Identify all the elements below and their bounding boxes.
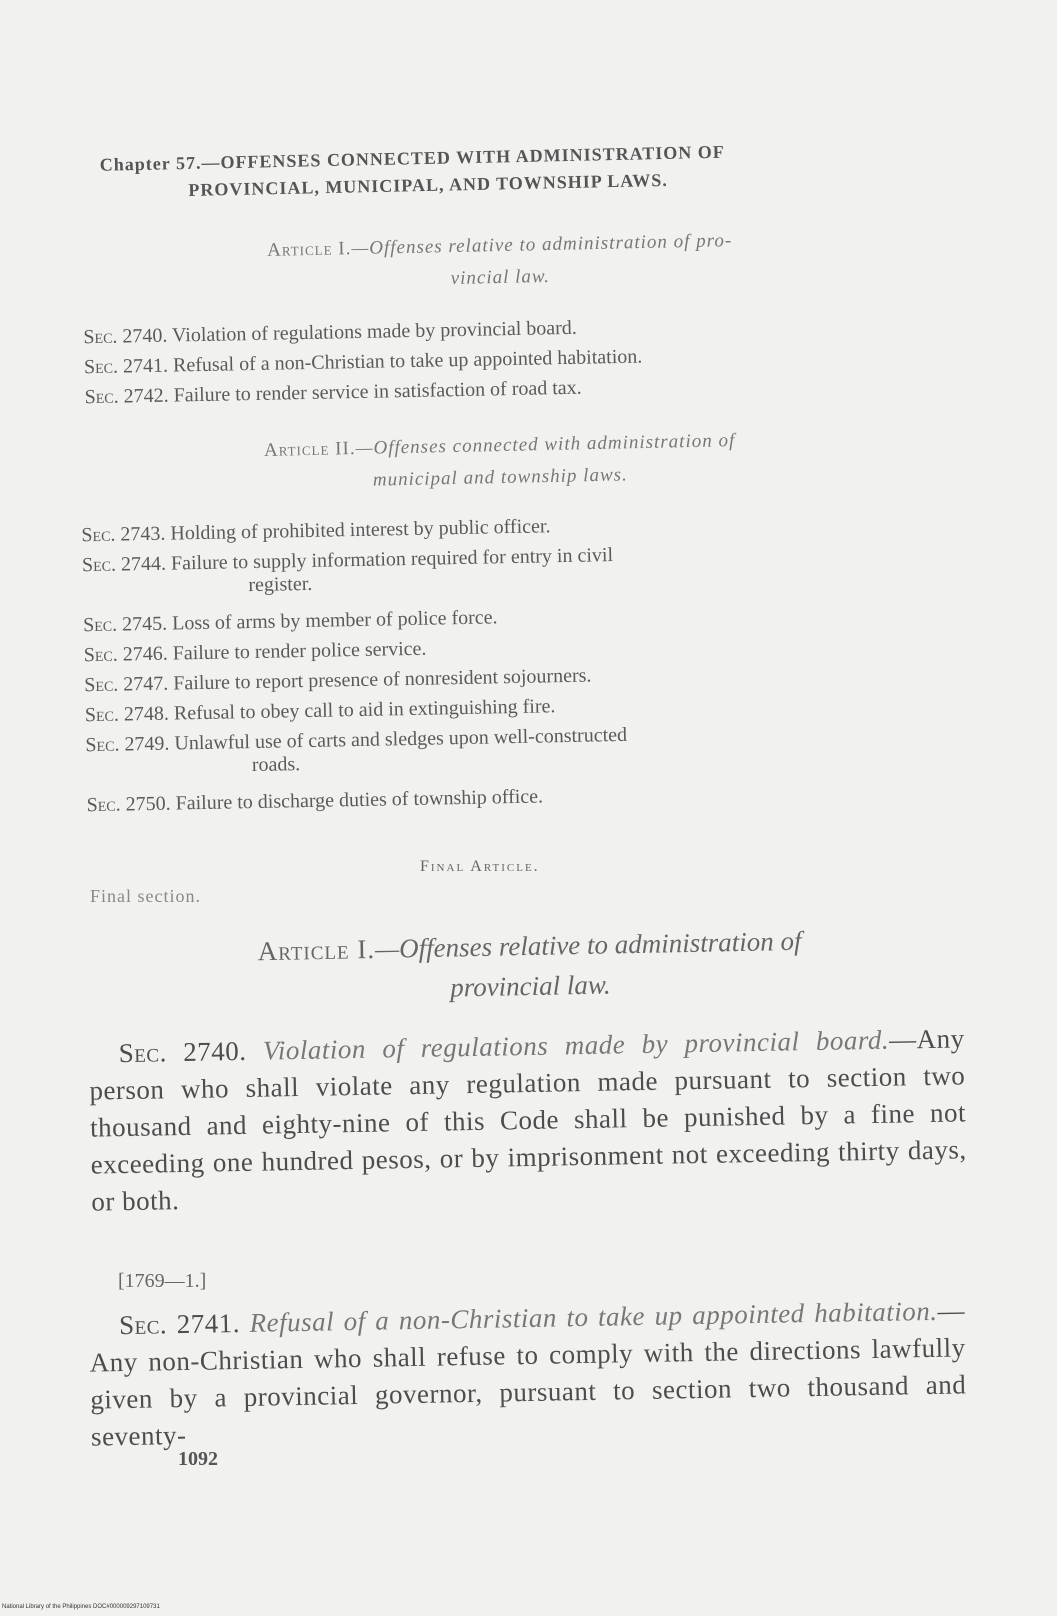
section-number: Sec. 2740. [118,1035,247,1069]
section-2740 [88,1020,967,1220]
toc-sec-number: Sec. 2744. [81,552,167,577]
article1-body-title-l1: —Offenses relative to administration of [374,925,802,964]
section-2741 [89,1292,967,1455]
toc-sec-title: Failure to discharge duties of township office. [175,785,544,815]
article1-toc-label: Article I. [266,238,352,261]
article2-toc-title-l2: municipal and township laws. [372,464,629,491]
page-number: 1092 [178,1448,218,1470]
toc-sec-title-cont: roads. [251,753,301,777]
toc-sec-number: Sec. 2748. [84,702,170,727]
toc-sec-number: Sec. 2750. [86,792,171,817]
toc-sec-title: Failure to supply information required for entry in civil [170,544,614,575]
section-body: —Any person who shall violate any regulation made pursuant to section two thousand and eighty-nine of this Code shall be punished by a fine not exceeding one hundred pesos, or by imprisonment not exceeding thirty days, or both. [89,1023,967,1217]
toc-sec-number: Sec. 2745. [82,612,168,637]
toc-article1 [83,310,945,416]
section-number: Sec. 2741. [118,1308,241,1341]
section-body: —Any non-Christian who shall refuse to comply with the directions lawfully given by a provincial governor, pursuant to section two thousand and seventy- [89,1295,967,1452]
toc-sec-number: Sec. 2740. [83,324,168,349]
toc-sec-title-cont: register. [248,572,313,597]
toc-sec-title: Failure to report presence of nonresident sojourners. [173,664,592,695]
toc-sec-number: Sec. 2749. [85,732,170,757]
citation: [1769—1.] [118,1270,207,1292]
article1-body-label: Article I. [257,933,376,967]
chapter-heading-line2: PROVINCIAL, MUNICIPAL, AND TOWNSHIP LAWS. [188,169,669,200]
toc-sec-number: Sec. 2741. [83,354,169,379]
article1-body-title-l2: provincial law. [449,969,611,1003]
article1-toc-heading [149,223,850,302]
toc-article2 [81,508,947,824]
toc-sec-title: Violation of regulations made by provincial board. [171,316,578,347]
chapter-heading [100,137,941,203]
toc-sec-title: Refusal to obey call to aid in extinguishing fire. [173,695,556,725]
final-section-label: Final section. [90,886,201,906]
article2-toc-title-l1: —Offenses connected with administration of [355,430,736,460]
toc-sec-number: Sec. 2746. [83,642,168,667]
article1-toc-title-l2: vincial law. [450,265,551,290]
toc-sec-number: Sec. 2742. [84,384,169,409]
article2-toc-label: Article II. [263,438,356,461]
article2-toc-heading [149,423,850,502]
section-title: Violation of regulations made by provincial board. [262,1024,890,1066]
article1-body-heading [149,919,910,1014]
toc-sec-number: Sec. 2747. [84,672,169,697]
chapter-heading-line1: Chapter 57.—OFFENSES CONNECTED WITH ADMINISTRATION OF [99,141,725,175]
toc-sec-title: Failure to render police service. [172,637,427,665]
toc-sec-title: Failure to render service in satisfaction of road tax. [173,376,582,407]
toc-sec-title: Refusal of a non-Christian to take up appointed habitation. [172,345,643,377]
toc-sec-title: Holding of prohibited interest by public officer. [170,515,551,545]
toc-sec-title: Loss of arms by member of police force. [171,606,498,635]
section-title: Refusal of a non-Christian to take up appointed habitation. [249,1295,938,1338]
final-article-heading: Final Article. [420,858,540,875]
article1-toc-title-l1: —Offenses relative to administration of pro- [351,230,733,260]
library-footer-tag: National Library of the Philippines DOC#000009297109731 [2,1604,160,1610]
toc-sec-number: Sec. 2743. [81,522,166,547]
toc-sec-title: Unlawful use of carts and sledges upon well-constructed [174,723,628,755]
